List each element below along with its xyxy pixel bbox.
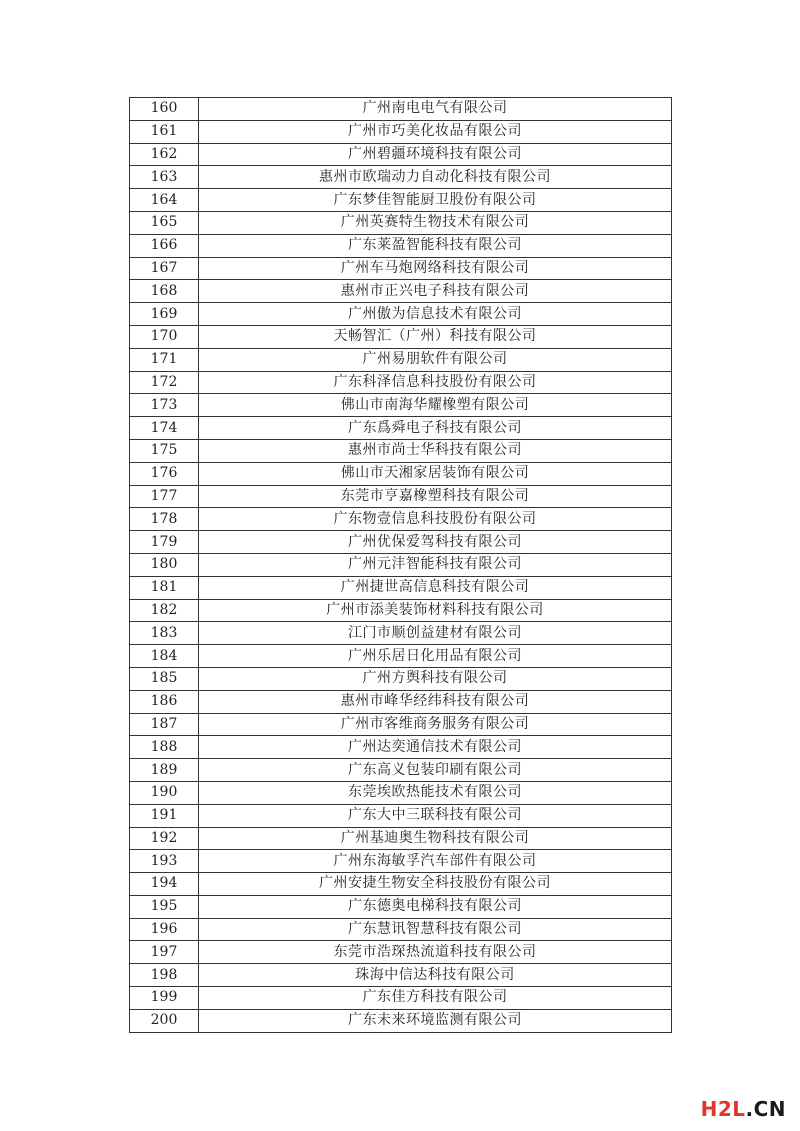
company-name-cell: 广东科泽信息科技股份有限公司 xyxy=(199,371,672,394)
company-name-cell: 佛山市南海华耀橡塑有限公司 xyxy=(199,394,672,417)
table-row xyxy=(130,257,672,280)
company-name-cell: 广州元沣智能科技有限公司 xyxy=(199,553,672,576)
company-name-cell: 惠州市欧瑞动力自动化科技有限公司 xyxy=(199,166,672,189)
table-row xyxy=(130,850,672,873)
row-number-cell: 200 xyxy=(130,1009,199,1032)
table-row xyxy=(130,964,672,987)
watermark-suffix: .CN xyxy=(745,1097,786,1121)
table-row xyxy=(130,713,672,736)
company-name-cell: 佛山市天湘家居装饰有限公司 xyxy=(199,462,672,485)
table-row xyxy=(130,120,672,143)
row-number-cell: 162 xyxy=(130,143,199,166)
table-row xyxy=(130,417,672,440)
company-name-cell: 广州市客维商务服务有限公司 xyxy=(199,713,672,736)
row-number-cell: 181 xyxy=(130,576,199,599)
company-name-cell: 广东物壹信息科技股份有限公司 xyxy=(199,508,672,531)
company-name-cell: 惠州市正兴电子科技有限公司 xyxy=(199,280,672,303)
company-name-cell: 广州安捷生物安全科技股份有限公司 xyxy=(199,873,672,896)
row-number-cell: 184 xyxy=(130,645,199,668)
row-number-cell: 189 xyxy=(130,759,199,782)
table-row xyxy=(130,895,672,918)
table-row xyxy=(130,303,672,326)
company-name-cell: 广州傲为信息技术有限公司 xyxy=(199,303,672,326)
company-name-cell: 江门市顺创益建材有限公司 xyxy=(199,622,672,645)
table-row xyxy=(130,211,672,234)
table-row xyxy=(130,234,672,257)
company-name-cell: 东莞市浩琛热流道科技有限公司 xyxy=(199,941,672,964)
row-number-cell: 183 xyxy=(130,622,199,645)
row-number-cell: 193 xyxy=(130,850,199,873)
table-row xyxy=(130,918,672,941)
company-name-cell: 广州达奕通信技术有限公司 xyxy=(199,736,672,759)
table-row xyxy=(130,873,672,896)
table-row xyxy=(130,1009,672,1032)
company-name-cell: 惠州市峰华经纬科技有限公司 xyxy=(199,690,672,713)
company-name-cell: 广州基迪奥生物科技有限公司 xyxy=(199,827,672,850)
row-number-cell: 169 xyxy=(130,303,199,326)
company-name-cell: 东莞市亨嘉橡塑科技有限公司 xyxy=(199,485,672,508)
row-number-cell: 171 xyxy=(130,348,199,371)
table-row xyxy=(130,827,672,850)
table-row xyxy=(130,759,672,782)
company-name-cell: 广东莱盈智能科技有限公司 xyxy=(199,234,672,257)
table-row xyxy=(130,553,672,576)
table-row xyxy=(130,166,672,189)
row-number-cell: 163 xyxy=(130,166,199,189)
table-row xyxy=(130,394,672,417)
row-number-cell: 174 xyxy=(130,417,199,440)
company-name-cell: 广州方舆科技有限公司 xyxy=(199,667,672,690)
row-number-cell: 168 xyxy=(130,280,199,303)
row-number-cell: 176 xyxy=(130,462,199,485)
table-row xyxy=(130,531,672,554)
company-name-cell: 广州东海敏孚汽车部件有限公司 xyxy=(199,850,672,873)
row-number-cell: 182 xyxy=(130,599,199,622)
company-name-cell: 广东爲舜电子科技有限公司 xyxy=(199,417,672,440)
row-number-cell: 178 xyxy=(130,508,199,531)
site-watermark xyxy=(701,1097,786,1121)
company-name-cell: 广州优保爱驾科技有限公司 xyxy=(199,531,672,554)
table-row xyxy=(130,622,672,645)
row-number-cell: 188 xyxy=(130,736,199,759)
company-name-cell: 广州车马炮网络科技有限公司 xyxy=(199,257,672,280)
table-row xyxy=(130,736,672,759)
row-number-cell: 160 xyxy=(130,98,199,121)
company-name-cell: 广州易朋软件有限公司 xyxy=(199,348,672,371)
table-row xyxy=(130,645,672,668)
table-row xyxy=(130,576,672,599)
company-name-cell: 广州乐居日化用品有限公司 xyxy=(199,645,672,668)
row-number-cell: 170 xyxy=(130,325,199,348)
company-name-cell: 广东德奥电梯科技有限公司 xyxy=(199,895,672,918)
row-number-cell: 165 xyxy=(130,211,199,234)
company-name-cell: 广东未来环境监测有限公司 xyxy=(199,1009,672,1032)
row-number-cell: 197 xyxy=(130,941,199,964)
row-number-cell: 177 xyxy=(130,485,199,508)
table-row xyxy=(130,667,672,690)
row-number-cell: 199 xyxy=(130,987,199,1010)
table-row xyxy=(130,143,672,166)
company-name-cell: 惠州市尚士华科技有限公司 xyxy=(199,439,672,462)
table-row xyxy=(130,690,672,713)
row-number-cell: 191 xyxy=(130,804,199,827)
row-number-cell: 192 xyxy=(130,827,199,850)
row-number-cell: 187 xyxy=(130,713,199,736)
table-row xyxy=(130,804,672,827)
table-row xyxy=(130,189,672,212)
row-number-cell: 190 xyxy=(130,781,199,804)
company-name-cell: 广州捷世高信息科技有限公司 xyxy=(199,576,672,599)
row-number-cell: 172 xyxy=(130,371,199,394)
company-name-cell: 广州碧疆环境科技有限公司 xyxy=(199,143,672,166)
table-row xyxy=(130,941,672,964)
table-row xyxy=(130,987,672,1010)
row-number-cell: 179 xyxy=(130,531,199,554)
table-row xyxy=(130,371,672,394)
row-number-cell: 161 xyxy=(130,120,199,143)
company-name-cell: 广州英赛特生物技术有限公司 xyxy=(199,211,672,234)
table-body xyxy=(130,98,672,1033)
company-name-cell: 珠海中信达科技有限公司 xyxy=(199,964,672,987)
watermark-brand: H2L xyxy=(700,1097,746,1121)
table-row xyxy=(130,280,672,303)
row-number-cell: 175 xyxy=(130,439,199,462)
company-name-cell: 广东大中三联科技有限公司 xyxy=(199,804,672,827)
company-name-cell: 广东梦佳智能厨卫股份有限公司 xyxy=(199,189,672,212)
company-name-cell: 东莞埃欧热能技术有限公司 xyxy=(199,781,672,804)
row-number-cell: 196 xyxy=(130,918,199,941)
table-row xyxy=(130,348,672,371)
company-name-cell: 广州市巧美化妆品有限公司 xyxy=(199,120,672,143)
row-number-cell: 180 xyxy=(130,553,199,576)
table-row xyxy=(130,599,672,622)
company-name-cell: 广东高义包装印刷有限公司 xyxy=(199,759,672,782)
row-number-cell: 194 xyxy=(130,873,199,896)
company-name-cell: 广东慧讯智慧科技有限公司 xyxy=(199,918,672,941)
company-name-cell: 天畅智汇（广州）科技有限公司 xyxy=(199,325,672,348)
table-row xyxy=(130,325,672,348)
company-name-cell: 广州南电电气有限公司 xyxy=(199,98,672,121)
company-list-table xyxy=(129,97,672,1033)
row-number-cell: 195 xyxy=(130,895,199,918)
table-row xyxy=(130,508,672,531)
row-number-cell: 167 xyxy=(130,257,199,280)
row-number-cell: 185 xyxy=(130,667,199,690)
table-row xyxy=(130,485,672,508)
company-name-cell: 广东佳方科技有限公司 xyxy=(199,987,672,1010)
table-row xyxy=(130,781,672,804)
row-number-cell: 164 xyxy=(130,189,199,212)
company-name-cell: 广州市添美装饰材料科技有限公司 xyxy=(199,599,672,622)
table-row xyxy=(130,462,672,485)
row-number-cell: 166 xyxy=(130,234,199,257)
table-row xyxy=(130,439,672,462)
row-number-cell: 198 xyxy=(130,964,199,987)
row-number-cell: 186 xyxy=(130,690,199,713)
table-row xyxy=(130,98,672,121)
row-number-cell: 173 xyxy=(130,394,199,417)
